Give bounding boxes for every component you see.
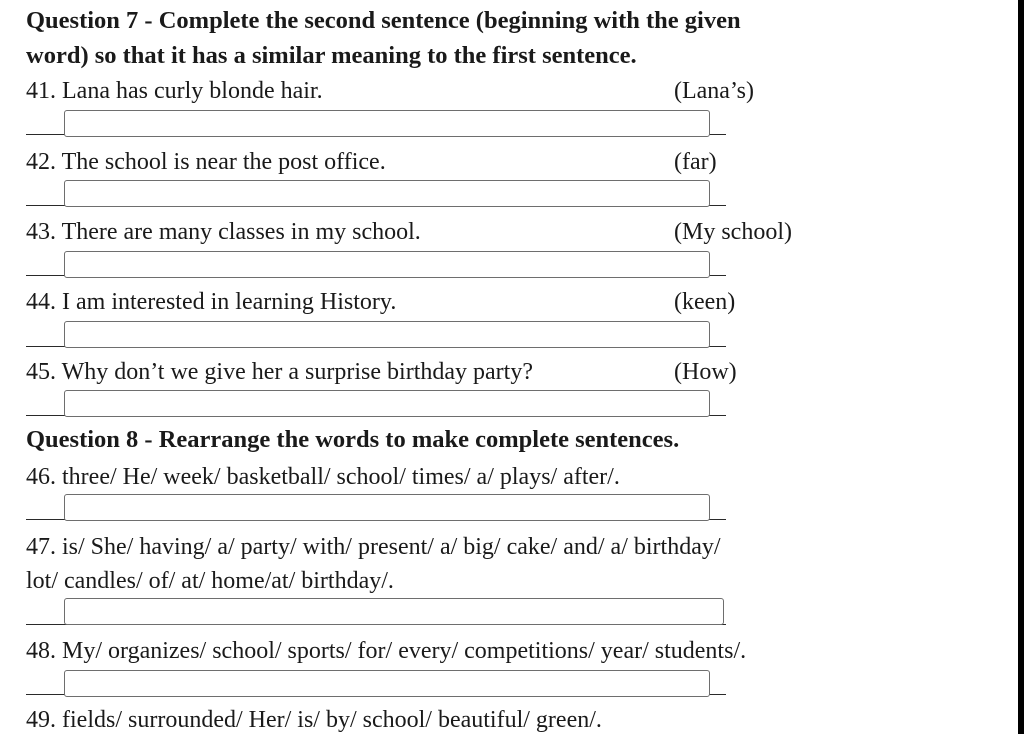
item-44-sentence: 44. I am interested in learning History. xyxy=(26,289,397,315)
item-48-answer-input[interactable] xyxy=(64,670,710,697)
item-41-hint: (Lana’s) xyxy=(674,78,754,104)
item-42-hint: (far) xyxy=(674,149,717,175)
question-8-heading: Question 8 - Rearrange the words to make complete sentences. xyxy=(26,426,680,453)
item-47-words-line-2: lot/ candles/ of/ at/ home/at/ birthday/. xyxy=(26,568,394,594)
question-7-heading-line-2: word) so that it has a similar meaning to the first sentence. xyxy=(26,42,637,69)
item-45-sentence: 45. Why don’t we give her a surprise birthday party? xyxy=(26,359,533,385)
item-46-words: 46. three/ He/ week/ basketball/ school/ times/ a/ plays/ after/. xyxy=(26,464,620,490)
item-47-words-line-1: 47. is/ She/ having/ a/ party/ with/ present/ a/ big/ cake/ and/ a/ birthday/ xyxy=(26,534,721,560)
item-49-words: 49. fields/ surrounded/ Her/ is/ by/ school/ beautiful/ green/. xyxy=(26,707,602,733)
item-41-answer-input[interactable] xyxy=(64,110,710,137)
item-47-answer-input[interactable] xyxy=(64,598,724,625)
item-42-answer-input[interactable] xyxy=(64,180,710,207)
item-45-answer-input[interactable] xyxy=(64,390,710,417)
item-44-hint: (keen) xyxy=(674,289,736,315)
item-43-answer-input[interactable] xyxy=(64,251,710,278)
question-7-heading-line-1: Question 7 - Complete the second sentence (beginning with the given xyxy=(26,7,741,34)
item-45-hint: (How) xyxy=(674,359,737,385)
item-46-answer-input[interactable] xyxy=(64,494,710,521)
page-edge-bar xyxy=(1018,0,1024,734)
item-42-sentence: 42. The school is near the post office. xyxy=(26,149,386,175)
item-48-words: 48. My/ organizes/ school/ sports/ for/ every/ competitions/ year/ students/. xyxy=(26,638,747,664)
item-44-answer-input[interactable] xyxy=(64,321,710,348)
item-43-hint: (My school) xyxy=(674,219,792,245)
item-41-sentence: 41. Lana has curly blonde hair. xyxy=(26,78,323,104)
item-43-sentence: 43. There are many classes in my school. xyxy=(26,219,421,245)
